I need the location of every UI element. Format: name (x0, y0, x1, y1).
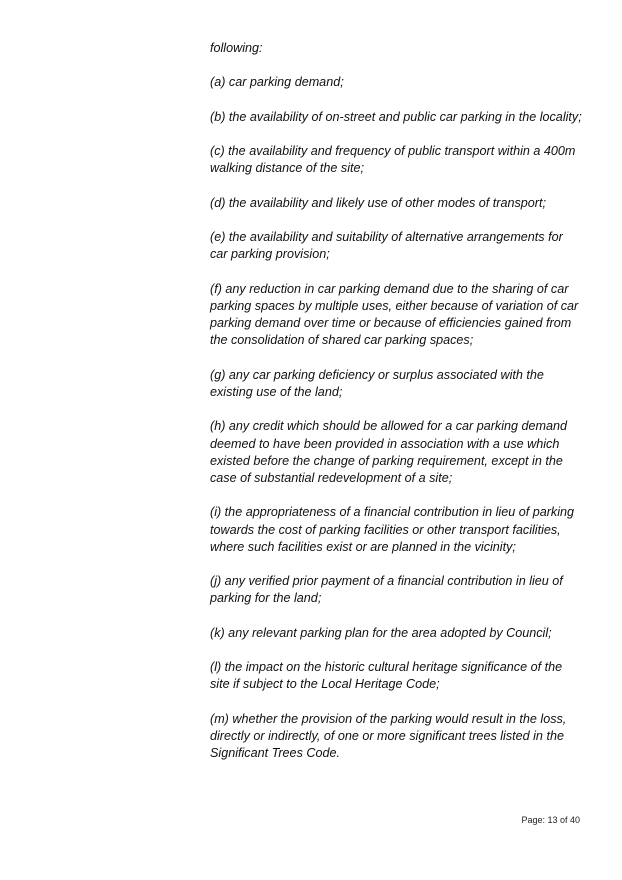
page-number: Page: 13 of 40 (521, 815, 580, 825)
clause-i: (i) the appropriateness of a financial contribution in lieu of parking towards the cost of parking facilities or other transport facilities, where such facilities exist or are planned in the vicinity; (210, 505, 575, 554)
clause-j: (j) any verified prior payment of a financial contribution in lieu of parking for the land; (210, 574, 563, 606)
clause-m: (m) whether the provision of the parking would result in the loss, directly or indirectly, of one or more significant trees listed in the Significant Trees Code. (210, 711, 567, 761)
intro-text: following: (210, 41, 263, 55)
clause-k: (k) any relevant parking plan for the area adopted by Council; (210, 625, 552, 640)
clause-d: (d) the availability and likely use of other modes of transport; (210, 195, 547, 210)
clause-l: (l) the impact on the historic cultural heritage significance of the site if subject to the Local Heritage Code; (210, 660, 563, 692)
clause-e: (e) the availability and suitability of alternative arrangements for car parking provision; (210, 230, 563, 262)
clause-b: (b) the availability of on-street and public car parking in the locality; (210, 109, 582, 124)
clause-g: (g) any car parking deficiency or surplus associated with the existing use of the land; (210, 367, 544, 399)
clause-h: (h) any credit which should be allowed for a car parking demand deemed to have been provided in association with a use which existed before the change of parking requirement, except in the case of substantial redevelopment of a site; (210, 419, 568, 485)
clause-a: (a) car parking demand; (210, 75, 344, 90)
clause-f: (f) any reduction in car parking demand due to the sharing of car parking spaces by multiple uses, either because of variation of car parking demand over time or because of efficiencies gained from the consolidation of shared car parking spaces; (210, 281, 579, 348)
clause-c: (c) the availability and frequency of public transport within a 400m walking distance of the site; (210, 144, 576, 176)
document-body (210, 40, 582, 780)
